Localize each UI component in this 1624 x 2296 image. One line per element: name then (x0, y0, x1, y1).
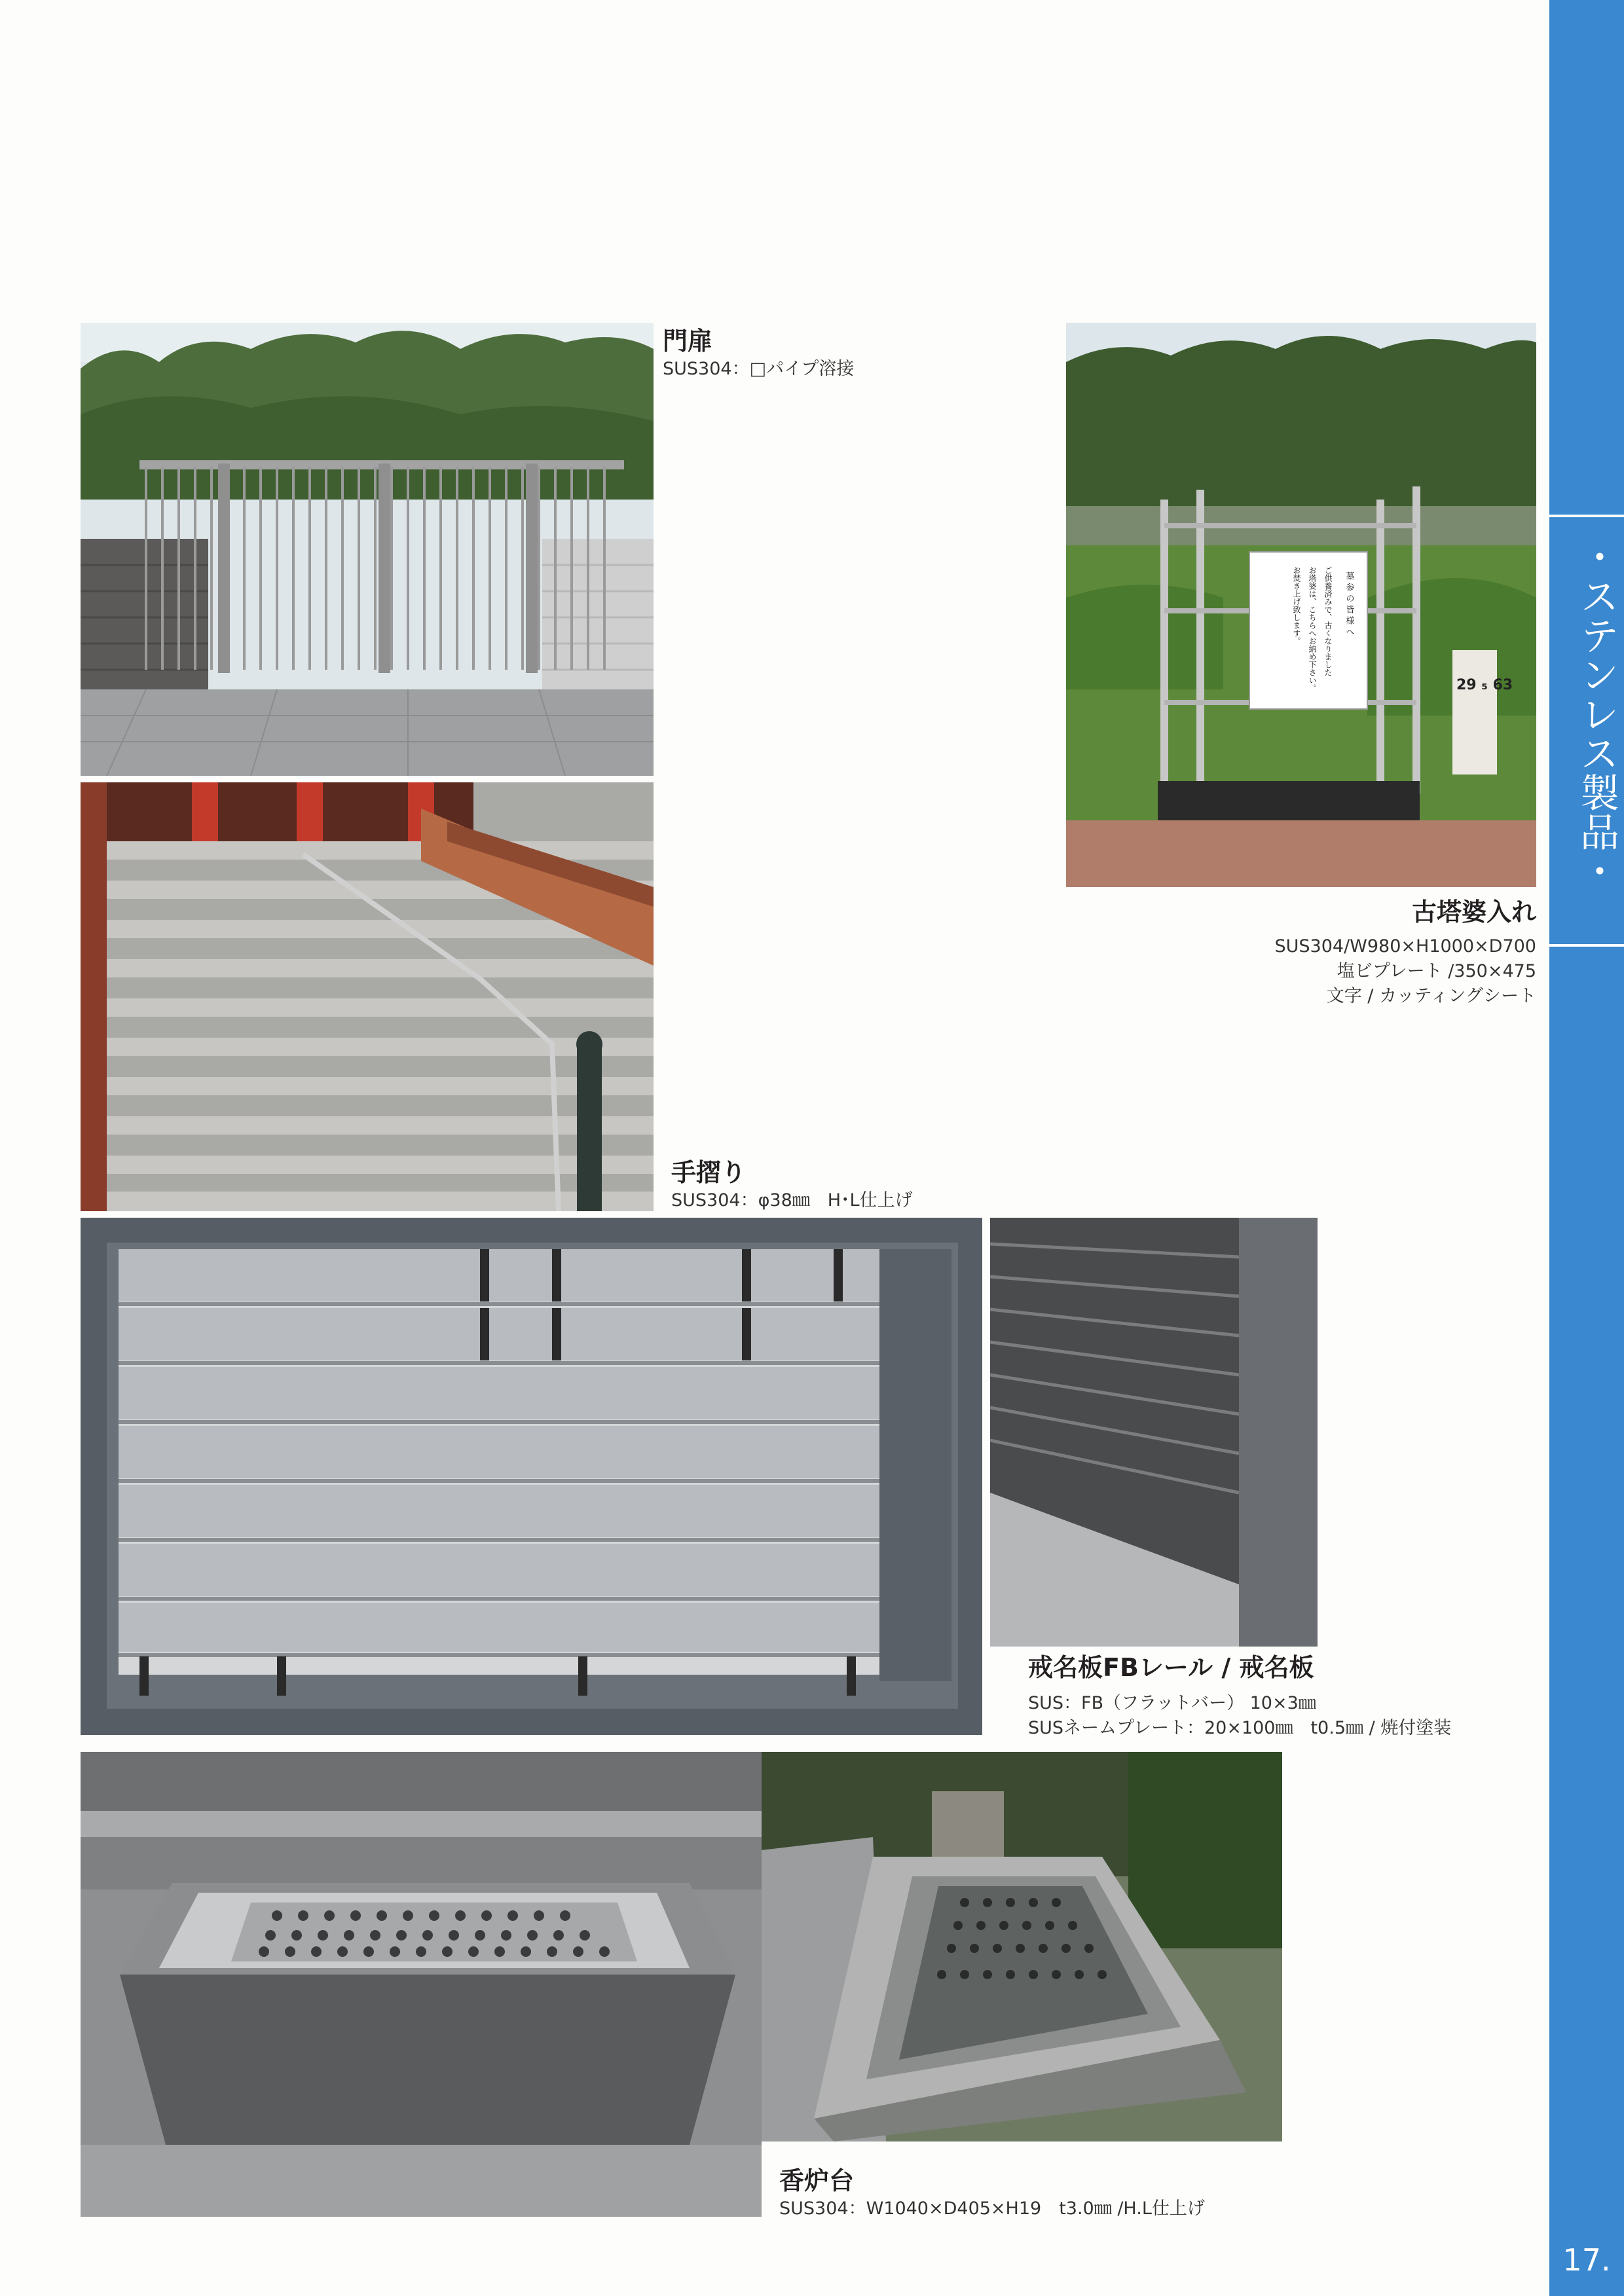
page-number: 17. (1562, 2242, 1611, 2278)
nameplate-wall-photo (81, 1218, 982, 1735)
incense-stand-photo-angle (762, 1752, 1282, 2141)
incense-stand-photo-front (81, 1752, 762, 2217)
incense-spec: SUS304：W1040×D405×H19 t3.0㎜ /H.L仕上げ (779, 2198, 1205, 2219)
tab-divider-top (1549, 515, 1624, 517)
gate-title: 門扉 (663, 327, 713, 355)
bullet-top: ・ (1574, 537, 1619, 576)
stupa-box-title: 古塔婆入れ (1411, 898, 1536, 926)
incense-caption (779, 2160, 1205, 2221)
tab-divider-bottom (1549, 944, 1624, 947)
section-side-tab (1549, 0, 1624, 2296)
stupa-sign-heading: 墓参の皆様へ (1344, 572, 1354, 638)
stupa-box-photo (1066, 323, 1536, 887)
stupa-box-caption (1198, 892, 1536, 1009)
stupa-box-spec-1: SUS304/W980×H1000×D700 (1274, 936, 1536, 957)
nameplate-title: 戒名板FBレール / 戒名板 (1028, 1653, 1314, 1682)
stupa-sign-line-2: お塔婆は、こちらへお納め下さい。 (1308, 566, 1317, 692)
handrail-photo (81, 782, 654, 1211)
handrail-title: 手摺り (671, 1158, 747, 1187)
stupa-sign-line-1: ご供養済みで、古くなりました (1323, 566, 1333, 676)
plot-number: 29 ₅ 63 (1456, 677, 1513, 693)
incense-title: 香炉台 (779, 2166, 855, 2195)
gate-spec: SUS304：□パイプ溶接 (663, 359, 855, 379)
gate-photo (81, 323, 654, 776)
nameplate-spec-1: SUS：FB（フラットバー） 10×3㎜ (1028, 1693, 1316, 1713)
stupa-box-spec-3: 文字 / カッティングシート (1326, 986, 1536, 1006)
stupa-box-spec-2: 塩ビプレート /350×475 (1337, 961, 1536, 981)
stupa-sign-line-3: お焚き上げ致します。 (1292, 566, 1301, 645)
bullet-bottom: ・ (1574, 851, 1619, 890)
nameplate-caption (1028, 1647, 1451, 1741)
handrail-spec: SUS304：φ38㎜ H･L仕上げ (671, 1190, 913, 1211)
section-label (1549, 537, 1624, 890)
gate-caption (663, 321, 854, 382)
section-title: ステンレス製品 (1574, 576, 1619, 851)
handrail-caption (671, 1152, 913, 1213)
nameplate-angle-photo (990, 1218, 1318, 1647)
nameplate-spec-2: SUSネームプレート：20×100㎜ t0.5㎜ / 焼付塗装 (1028, 1718, 1452, 1738)
